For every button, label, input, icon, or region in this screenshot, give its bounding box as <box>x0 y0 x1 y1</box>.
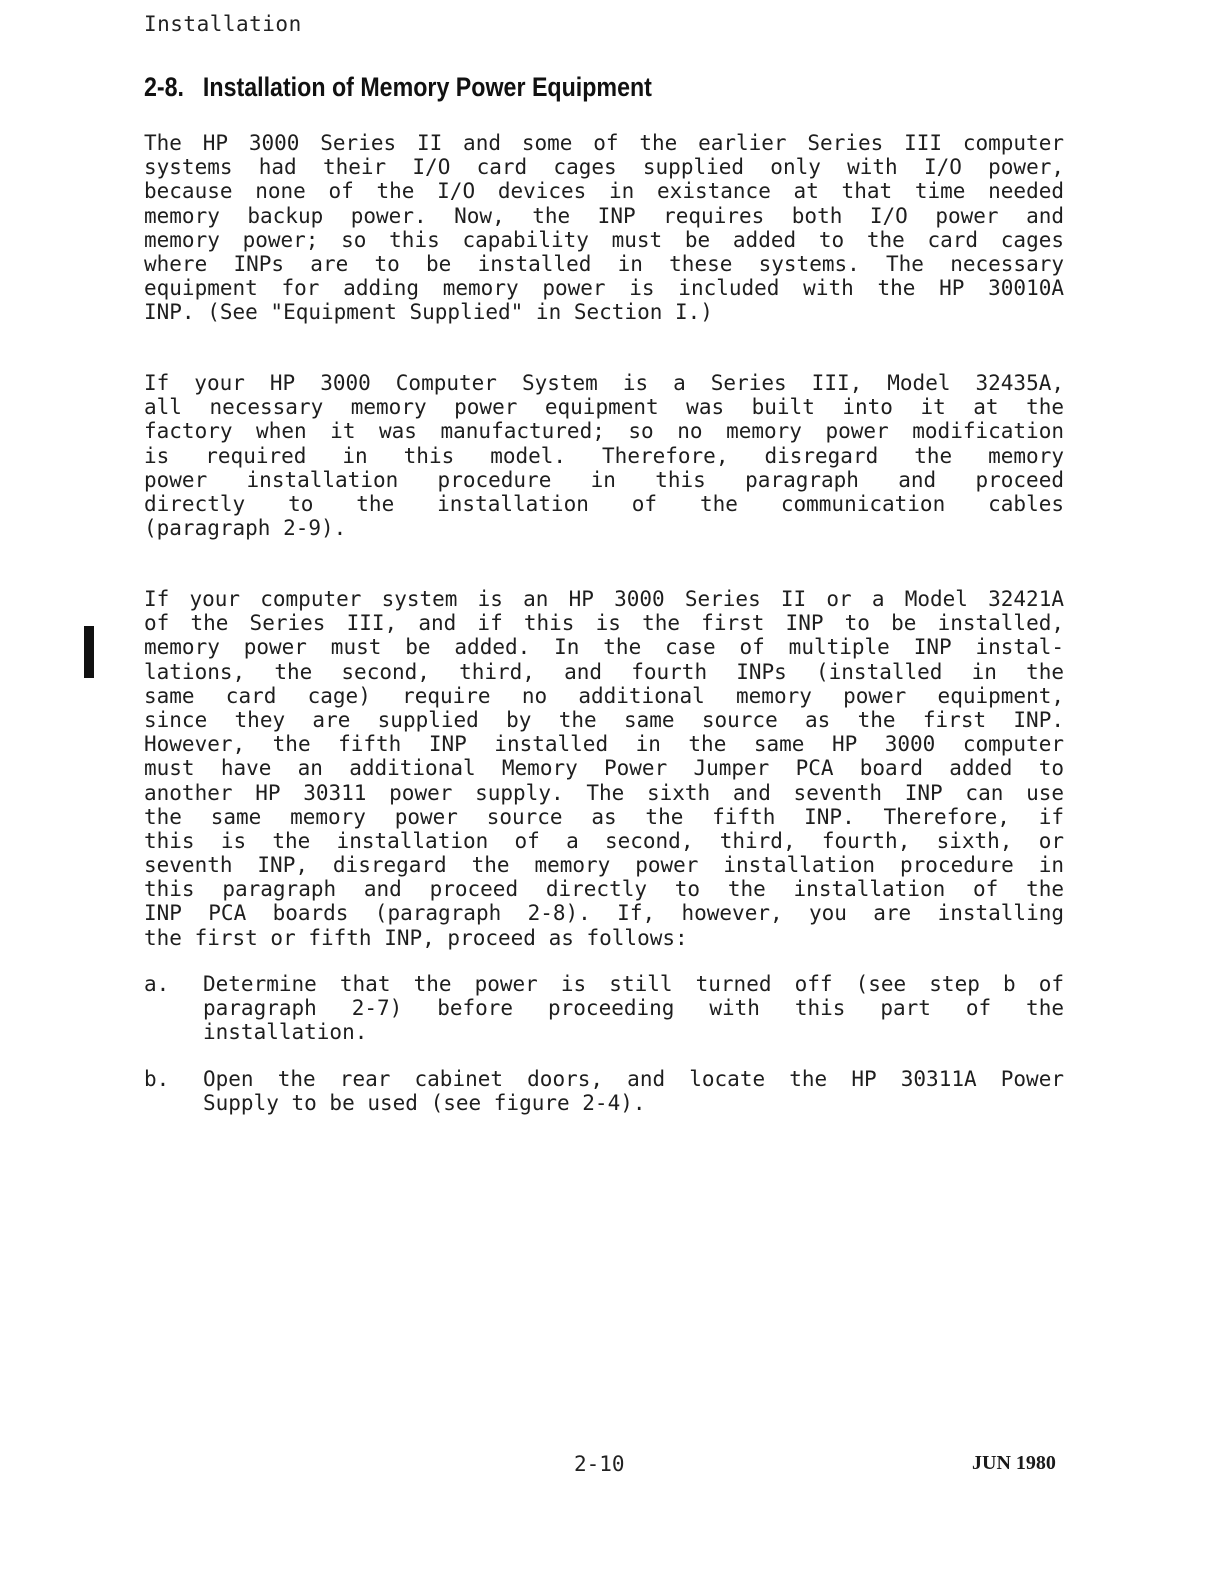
paragraph-line: must have an additional Memory Power Jumper PCA board added to <box>144 756 1064 781</box>
paragraph-line: because none of the I/O devices in existance at that time needed <box>144 179 1064 204</box>
step-line: Open the rear cabinet doors, and locate the HP 30311A Power <box>203 1067 1064 1091</box>
paragraph-line: another HP 30311 power supply. The sixth and seventh INP can use <box>144 780 1064 805</box>
step-letter: b. <box>144 1067 170 1091</box>
paragraph-multiple-inp-installations <box>144 587 1064 950</box>
paragraph-line: this paragraph and proceed directly to the installation of the <box>144 877 1064 902</box>
page-number: 2-10 <box>574 1452 625 1476</box>
paragraph-line: is required in this model. Therefore, disregard the memory <box>144 443 1064 468</box>
paragraph-line: The HP 3000 Series II and some of the earlier Series III computer <box>144 131 1064 155</box>
paragraph-line: of the Series III, and if this is the first INP to be installed, <box>144 611 1064 636</box>
paragraph-line: factory when it was manufactured; so no memory power modification <box>144 419 1064 444</box>
page-date: JUN 1980 <box>972 1452 1056 1474</box>
step-line: Determine that the power is still turned off (see step b of <box>203 972 1064 996</box>
paragraph-line: (paragraph 2-9). <box>144 516 347 541</box>
paragraph-line: INP. (See "Equipment Supplied" in Section I.) <box>144 300 713 325</box>
paragraph-line: power installation procedure in this paragraph and proceed <box>144 467 1064 492</box>
paragraph-line: where INPs are to be installed in these systems. The necessary <box>144 251 1064 276</box>
section-number: 2-8. <box>144 72 185 102</box>
paragraph-line: same card cage) require no additional memory power equipment, <box>144 683 1064 708</box>
paragraph-memory-power-background <box>144 131 1064 325</box>
section-title-text: Installation of Memory Power Equipment <box>202 72 652 102</box>
paragraph-line: INP PCA boards (paragraph 2-8). If, however, you are installing <box>144 901 1064 926</box>
paragraph-line: directly to the installation of the communication cables <box>144 491 1064 516</box>
paragraph-series-iii-model <box>144 371 1064 540</box>
step-line: Supply to be used (see figure 2-4). <box>203 1091 646 1116</box>
step-line: installation. <box>203 1020 368 1045</box>
paragraph-line: However, the fifth INP installed in the same HP 3000 computer <box>144 732 1064 757</box>
paragraph-line: this is the installation of a second, third, fourth, sixth, or <box>144 828 1064 853</box>
paragraph-line: If your HP 3000 Computer System is a Series III, Model 32435A, <box>144 371 1064 395</box>
step-line: paragraph 2-7) before proceeding with this part of the <box>203 996 1064 1021</box>
paragraph-line: since they are supplied by the same source as the first INP. <box>144 707 1064 732</box>
paragraph-line: memory power; so this capability must be added to the card cages <box>144 227 1064 252</box>
paragraph-line: lations, the second, third, and fourth INPs (installed in the <box>144 659 1064 684</box>
running-head: Installation <box>144 12 302 36</box>
paragraph-line: If your computer system is an HP 3000 Series II or a Model 32421A <box>144 587 1064 611</box>
paragraph-line: the same memory power source as the fifth INP. Therefore, if <box>144 804 1064 829</box>
step-text <box>203 1067 1064 1115</box>
change-bar <box>84 626 94 678</box>
paragraph-line: equipment for adding memory power is included with the HP 30010A <box>144 276 1064 301</box>
step-text <box>203 972 1064 1045</box>
paragraph-line: all necessary memory power equipment was built into it at the <box>144 395 1064 420</box>
paragraph-line: systems had their I/O card cages supplied only with I/O power, <box>144 155 1064 180</box>
paragraph-line: memory backup power. Now, the INP requires both I/O power and <box>144 203 1064 228</box>
paragraph-line: seventh INP, disregard the memory power installation procedure in <box>144 853 1064 878</box>
step-letter: a. <box>144 972 170 996</box>
section-title <box>144 72 652 103</box>
paragraph-line: memory power must be added. In the case of multiple INP instal- <box>144 635 1064 660</box>
paragraph-line: the first or fifth INP, proceed as follows: <box>144 925 688 950</box>
